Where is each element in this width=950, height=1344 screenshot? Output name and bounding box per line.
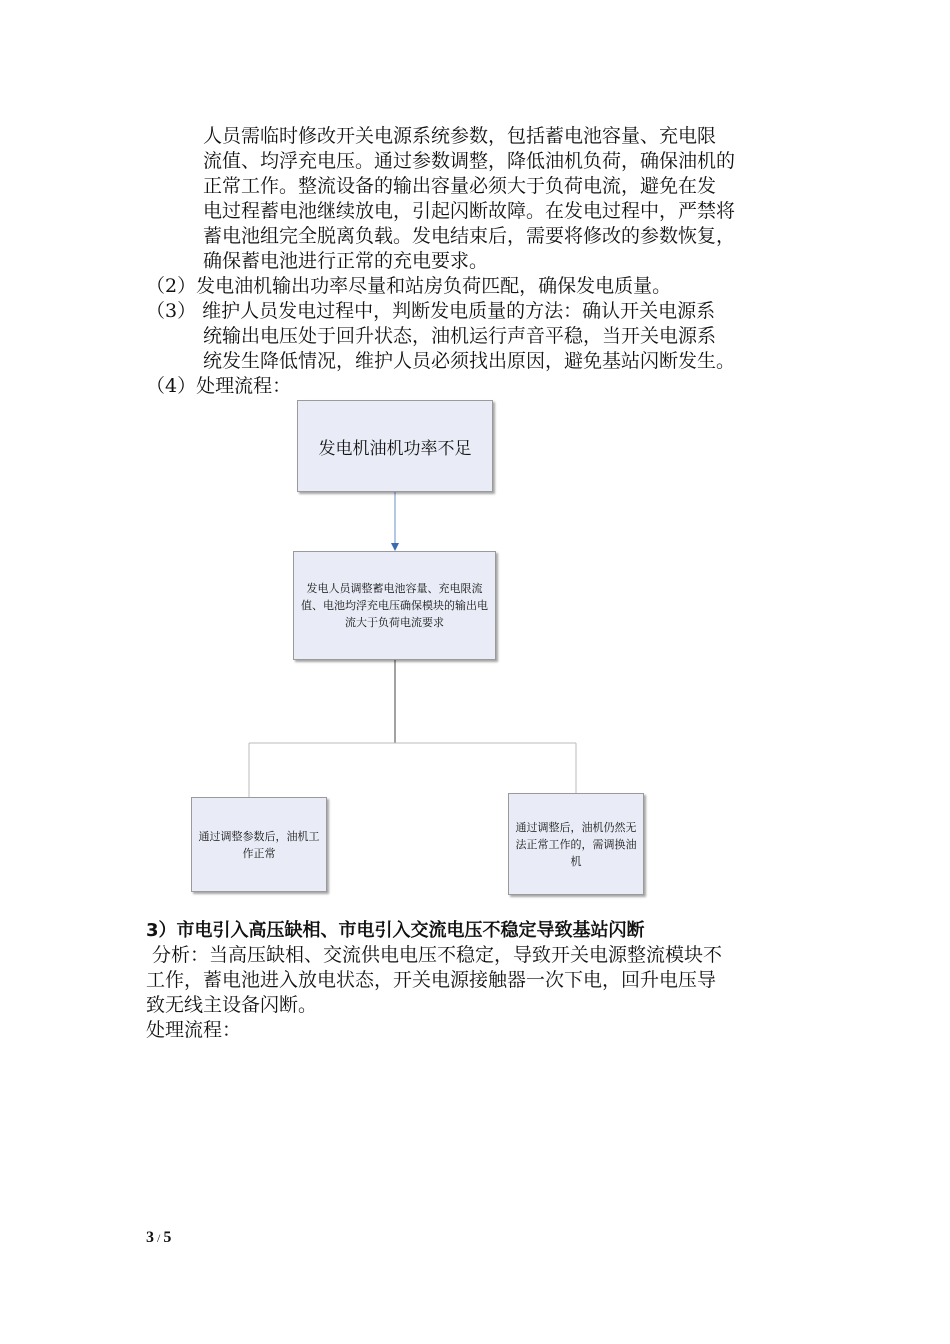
flow-box-text: 发电人员调整蓄电池容量、充电限流值、电池均浮充电压确保模块的输出电流大于负荷电流要求: [301, 582, 488, 629]
flow-box-text: 发电机油机功率不足: [318, 438, 472, 459]
item-text: （2）发电油机输出功率尽量和站房负荷匹配，确保发电质量。: [146, 275, 672, 297]
analysis-line: 工作，蓄电池进入放电状态，开关电源接触器一次下电，回升电压导: [146, 969, 717, 991]
flow-box-adjust-params: [293, 551, 496, 660]
item-text: （4）处理流程：: [146, 375, 292, 397]
section-heading: 3）市电引入高压缺相、市电引入交流电压不稳定导致基站闪断: [146, 920, 645, 941]
arrowhead-icon: [391, 543, 399, 551]
intro-line: 正常工作。整流设备的输出容量必须大于负荷电流，避免在发: [203, 175, 717, 197]
intro-line: 蓄电池组完全脱离负载。发电结束后，需要将修改的参数恢复，: [203, 225, 736, 247]
flow-box-power-insufficient: [297, 400, 493, 492]
intro-line: 人员需临时修改开关电源系统参数，包括蓄电池容量、充电限: [203, 125, 717, 147]
page-separator: /: [154, 1231, 164, 1245]
item-text: 统输出电压处于回升状态，油机运行声音平稳，当开关电源系: [203, 325, 717, 347]
page-current: 3: [146, 1229, 154, 1246]
intro-line: 电过程蓄电池继续放电，引起闪断故障。在发电过程中，严禁将: [203, 200, 736, 222]
intro-line: 确保蓄电池进行正常的充电要求。: [203, 250, 489, 272]
intro-line: 流值、均浮充电压。通过参数调整，降低油机负荷，确保油机的: [203, 150, 736, 172]
item-text: （3） 维护人员发电过程中，判断发电质量的方法：确认开关电源系: [146, 300, 716, 322]
analysis-line: 致无线主设备闪断。: [146, 994, 318, 1016]
item-text: 统发生降低情况，维护人员必须找出原因，避免基站闪断发生。: [203, 350, 736, 372]
flow-box-normal: [191, 797, 327, 892]
page-number: [146, 1229, 171, 1247]
flow-box-replace-generator: [508, 793, 644, 895]
page-total: 5: [163, 1229, 172, 1246]
analysis-line: 分析：当高压缺相、交流供电电压不稳定，导致开关电源整流模块不: [146, 944, 723, 966]
flow-box-text: 通过调整后，油机仍然无法正常工作的，需调换油机: [515, 820, 637, 868]
analysis-paragraph: [146, 943, 722, 1018]
flow-box-text: 通过调整参数后，油机工作正常: [198, 829, 320, 860]
process-label: 处理流程：: [146, 1019, 242, 1041]
